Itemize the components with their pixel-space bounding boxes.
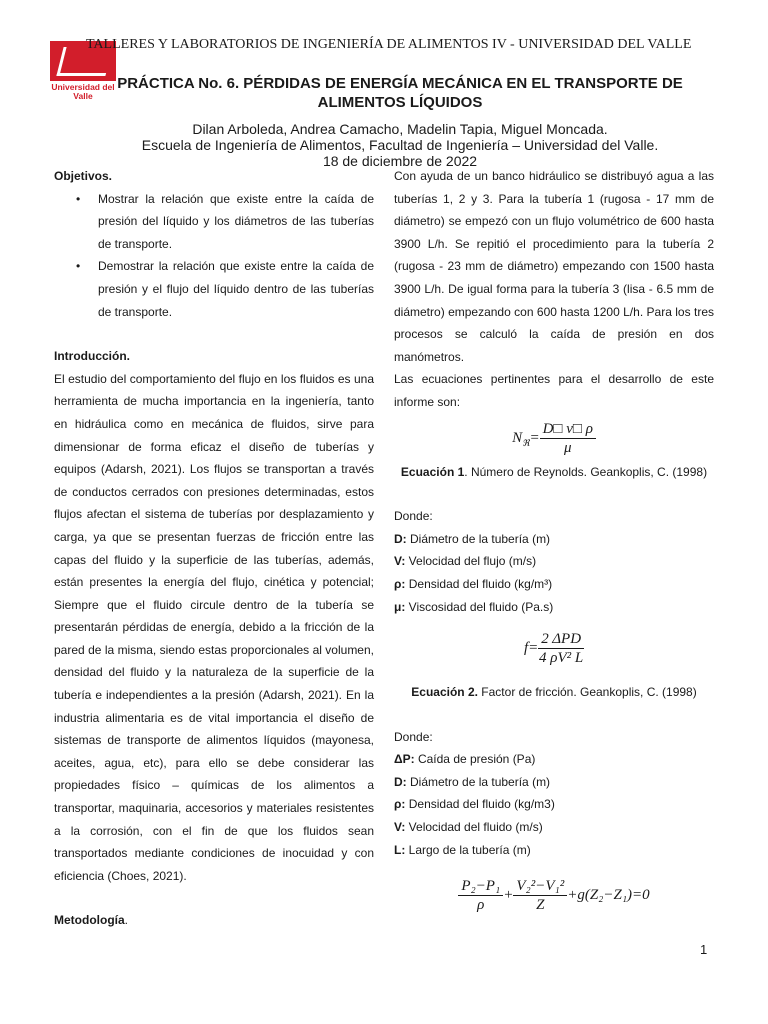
objective-item: • Demostrar la relación que existe entre la caída de presión y el flujo del líquido dentro de las tuberías de transporte. bbox=[98, 255, 374, 323]
methodology-heading-line bbox=[54, 909, 374, 932]
variable-line bbox=[394, 528, 714, 551]
eq3-tail: +g(Z₂−Z₁)=0 bbox=[567, 887, 650, 904]
author-names: Dilan Arboleda, Andrea Camacho, Madelin Tapia, Miguel Moncada. bbox=[192, 121, 608, 137]
title-line-2: ALIMENTOS LÍQUIDOS bbox=[317, 94, 483, 111]
eq3-term1-numerator: P₂−P₁ bbox=[458, 877, 503, 896]
introduction-text: El estudio del comportamiento del flujo en los fluidos es una herramienta de mucha importancia en la ingeniería, tanto en hidráulica como en mecánica de fluidos, sirve para dimensionar de forma eficaz el diseño de tuberías y equipos (Adarsh, 2021). Los flujos se transportan a través de conductos cerrados con presiones determinadas, estos flujos afectan el sistema de tuberías por desplazamiento y carga, ya que se presentan fuerzas de fricción entre las capas del fluido y la superficie de las tuberías, además, están presentes la energía del flujo, cinética y potencial; Siempre que el fluido circule dentro de la tubería se presentarán pérdidas de energía, debido a la fricción de la pared de la misma, siendo estas proporcionales al volumen, densidad del fluido y la naturaleza de la superficie de la tubería e independientes a la presión (Adarsh, 2021). En la industria alimentaria es de vital importancia el diseño de sistemas de transporte de alimentos líquidos (mayonesa, aceites, agua, etc), para ello se debe considerar las propiedades físico – químicas de los alimentos a transportar, maquinaria, accesorios y materiales resistentes a la corrosión, con el fin de que los fluidos sean transportados mediante condiciones de inocuidad y con eficiencia (Choes, 2021). bbox=[54, 371, 374, 883]
eq2-lhs: f bbox=[523, 640, 529, 657]
variable-line bbox=[394, 748, 714, 771]
equation-3: $\frac{\text{P₂−P₁}}{\rho}$ + $\frac{\text{V₂²−V₁²}}{Z}$ +g(Z₂−Z₁)=0 bbox=[394, 877, 714, 914]
date: 18 de diciembre de 2022 bbox=[322, 153, 478, 169]
eq1-lhs: N bbox=[512, 429, 523, 446]
eq1-lhs-sub: ℜ bbox=[522, 437, 530, 448]
title-line-1: PRÁCTICA No. 6. PÉRDIDAS DE ENERGÍA MECÁNICA EN EL TRANSPORTE DE bbox=[117, 75, 683, 92]
objectives-list bbox=[54, 188, 374, 324]
right-column bbox=[394, 165, 714, 914]
variable-symbol: ΔP: bbox=[394, 752, 415, 767]
variable-desc: Velocidad del fluido (m/s) bbox=[405, 820, 543, 835]
methodology-heading: Metodología bbox=[54, 913, 125, 928]
variable-desc: Viscosidad del fluido (Pa.s) bbox=[405, 599, 554, 614]
variable-line bbox=[394, 771, 714, 794]
equations-intro: Las ecuaciones pertinentes para el desarrollo de este informe son: bbox=[394, 372, 714, 409]
page-number: 1 bbox=[700, 942, 708, 957]
eq3-term2-numerator: V₂²−V₁² bbox=[513, 877, 567, 896]
variable-line bbox=[394, 573, 714, 596]
variable-desc: Diámetro de la tubería (m) bbox=[406, 531, 551, 546]
equation-2-caption bbox=[394, 681, 714, 704]
variable-line bbox=[394, 839, 714, 862]
methodology-text: Con ayuda de un banco hidráulico se distribuyó agua a las tuberías 1, 2 y 3. Para la tubería 1 (rugosa - 17 mm de diámetro) se empezó con un flujo volumétrico de 600 hasta 3900 L/h. Se repitió el procedimiento para la tubería 2 (rugosa - 23 mm de diámetro) empezando con 1500 hasta 3900 L/h. De igual forma para la tubería 3 (lisa - 6.5 mm de diámetro) empezando con 600 hasta 1200 L/h. Para los tres procesos se calculó la caída de presión en dos manómetros. bbox=[394, 169, 714, 364]
variable-symbol: D: bbox=[394, 531, 407, 546]
eq1-caption-bold: Ecuación 1 bbox=[400, 464, 465, 479]
variable-line bbox=[394, 816, 714, 839]
logo-text: Universidad del Valle bbox=[51, 82, 115, 101]
equation-2: f= $\frac{\text{2 ΔPD}}{\text{4 ρV² L}}$ bbox=[523, 631, 584, 667]
methodology-heading-dot: . bbox=[124, 913, 129, 928]
objective-item: • Mostrar la relación que existe entre la caída de presión del líquido y los diámetros de las tuberías de transporte. bbox=[98, 188, 374, 256]
introduction-heading: Introducción. bbox=[54, 349, 130, 364]
variable-desc: Densidad del fluido (kg/m3) bbox=[405, 797, 555, 812]
donde-label: Donde: bbox=[394, 509, 433, 524]
left-column bbox=[54, 165, 374, 932]
eq2-numerator: 2 ΔPD bbox=[538, 630, 584, 649]
eq1-denominator: μ bbox=[563, 439, 572, 456]
variable-symbol: V: bbox=[394, 820, 406, 835]
affiliation: Escuela de Ingeniería de Alimentos, Facultad de Ingeniería – Universidad del Valle. bbox=[141, 137, 659, 153]
objectives-heading: Objetivos. bbox=[54, 169, 113, 183]
variable-line bbox=[394, 793, 714, 816]
equation-1: $N_ℜ=$ $\frac{D□ v□ \rho}{\mu}$ bbox=[394, 420, 714, 457]
eq1-caption-rest: . Número de Reynolds. Geankoplis, C. (1998) bbox=[464, 464, 708, 479]
eq2-caption-rest: Factor de fricción. Geankoplis, C. (1998) bbox=[477, 685, 697, 700]
variable-desc: Velocidad del flujo (m/s) bbox=[405, 554, 537, 569]
eq3-term2-denominator: Z bbox=[536, 897, 545, 914]
variable-line bbox=[394, 550, 714, 573]
variable-line bbox=[394, 596, 714, 619]
variable-desc: Densidad del fluido (kg/m³) bbox=[405, 576, 553, 591]
author-block bbox=[100, 121, 700, 169]
variable-desc: Largo de la tubería (m) bbox=[405, 842, 531, 857]
eq2-caption-bold: Ecuación 2. bbox=[411, 685, 478, 700]
variable-symbol: ρ: bbox=[394, 797, 406, 812]
variable-symbol: ρ: bbox=[394, 576, 406, 591]
equation-1-caption bbox=[394, 461, 714, 484]
variable-symbol: L: bbox=[394, 842, 406, 857]
variable-desc: Diámetro de la tubería (m) bbox=[406, 774, 551, 789]
eq2-denominator: 4 ρV² L bbox=[539, 650, 584, 667]
variable-symbol: D: bbox=[394, 774, 407, 789]
eq3-term1-denominator: ρ bbox=[477, 897, 485, 914]
variable-symbol: V: bbox=[394, 554, 406, 569]
variable-symbol: μ: bbox=[394, 599, 406, 614]
variable-desc: Caída de presión (Pa) bbox=[414, 752, 536, 767]
donde-label: Donde: bbox=[394, 729, 433, 744]
paper-title bbox=[100, 74, 700, 112]
running-header: TALLERES Y LABORATORIOS DE INGENIERÍA DE ALIMENTOS IV - UNIVERSIDAD DEL VALLE bbox=[86, 37, 692, 52]
eq1-numerator: D□ v□ ρ bbox=[540, 420, 596, 439]
